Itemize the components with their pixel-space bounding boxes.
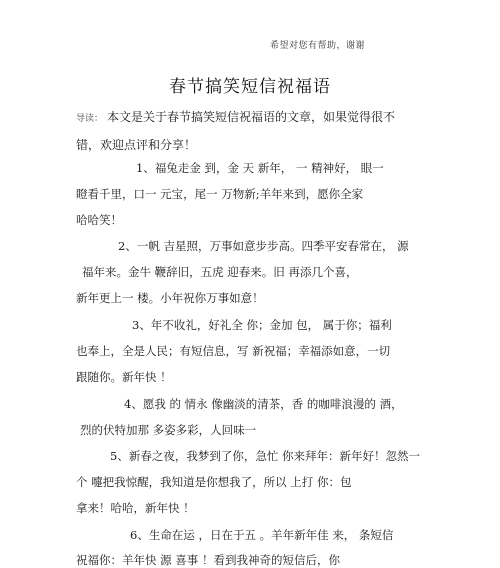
body-line: 烈的伏特加那 多姿多彩，人回味一 — [80, 423, 257, 437]
body-line: 哈哈笑！ — [76, 213, 122, 227]
body-line: 5、新春之夜，我梦到了你，急忙 你来拜年：新年好！忽然一 — [110, 449, 420, 463]
body-line: 瞪看千里，口一 元宝，尾一 万物新;羊年来到，愿你全家 — [76, 187, 364, 201]
intro-paragraph — [76, 104, 406, 158]
body-line: 6、生命在运 ，日在于五 。羊年新年佳 来， 条短信 — [130, 528, 394, 542]
body-line: 2、一帆 吉星照，万事如意步步高。四季平安春常在， 源 — [118, 239, 409, 253]
body-line: 3、年不收礼，好礼全 你；金加 包， 属于你；福利 — [132, 318, 392, 332]
body-line: 福年来。金牛 鞭辞旧，五虎 迎春来。旧 再添几个喜， — [82, 265, 358, 279]
page-title: 春节搞笑短信祝福语 — [169, 77, 331, 97]
body-line: 个 嚏把我惊醒，我知道是你想我了，所以 上打 你：包 — [76, 475, 352, 489]
body-line: 也奉上，全是人民；有短信息，写 新祝福；幸福添如意，一切 — [76, 344, 391, 358]
body-line: 4、愿我 的 情永 像幽淡的清茶，香 的咖啡浪漫的 酒， — [124, 397, 403, 411]
body-line: 祝福你：羊年快 源 喜事 ！看到我神奇的短信后，你 — [76, 553, 340, 567]
body-line: 跟随你。新年快 ！ — [76, 370, 172, 384]
header-note: 希望对您有帮助，谢谢 — [270, 41, 366, 51]
body-line: 1、福兔走金 到，金 天 新年， 一 精神好， 眼一 — [136, 161, 384, 175]
body-line: 新年更上一 楼。小年祝你万事如意！ — [76, 291, 264, 305]
intro-lead-label: 导读： — [76, 114, 104, 124]
intro-text: 本文是关于春节搞笑短信祝福语的文章，如果觉得很不错，欢迎点评和分享！ — [76, 110, 396, 152]
body-line: 拿来！哈哈，新年快 ！ — [76, 501, 195, 515]
